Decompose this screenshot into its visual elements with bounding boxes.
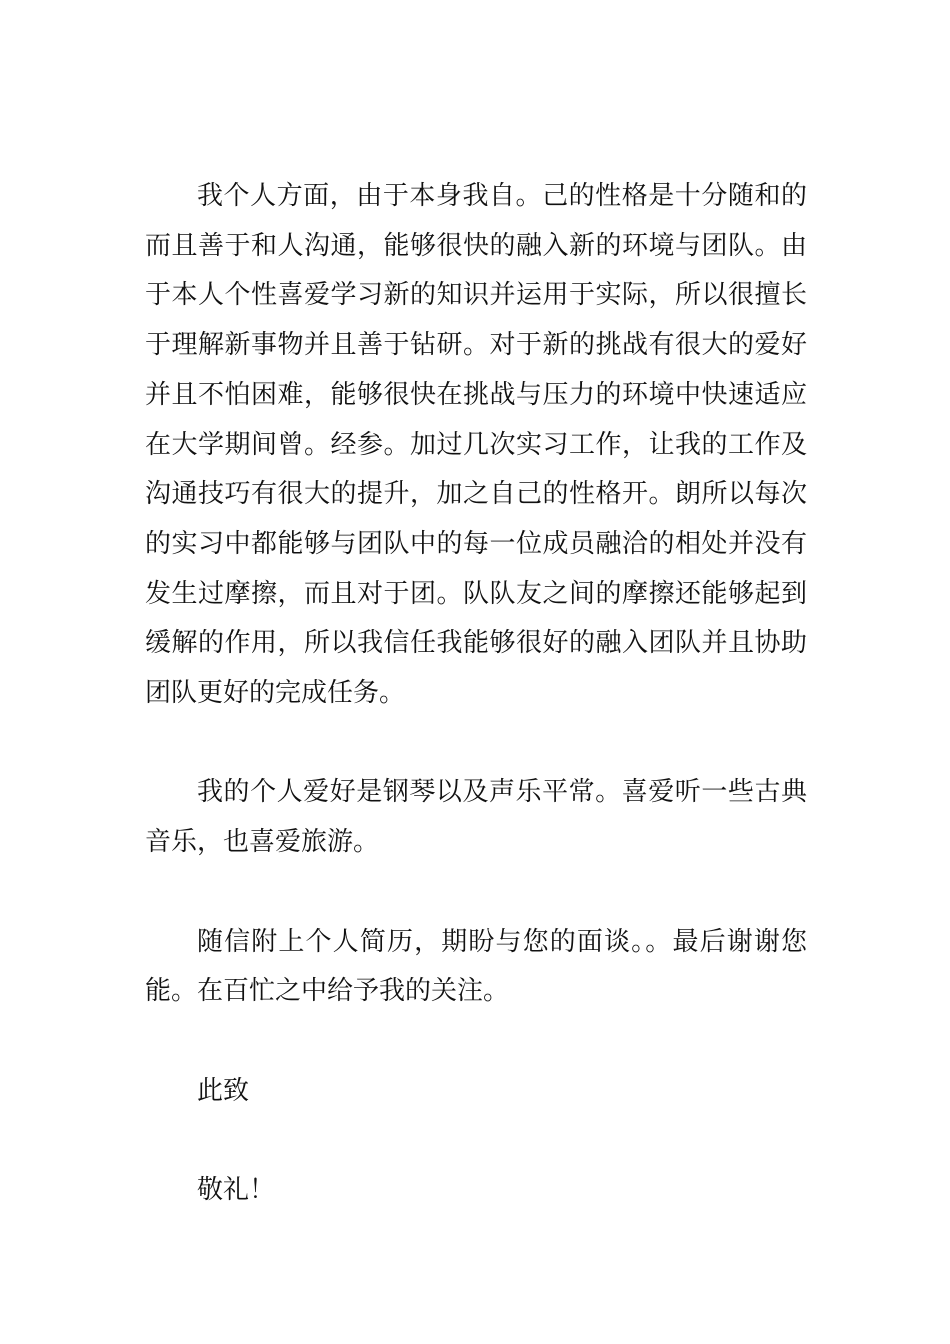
closing-regards: 敬礼！ <box>197 1175 276 1205</box>
text-line: 能。在百忙之中给予我的关注。 <box>145 976 510 1007</box>
text-line: 并且不怕困难，能够很快在挑战与压力的环境中快速适应 <box>145 379 807 410</box>
text-line: 在大学期间曾。经参。加过几次实习工作，让我的工作及 <box>145 429 807 460</box>
closing-salutation: 此致 <box>197 1075 250 1106</box>
text-line: 团队更好的完成任务。 <box>145 678 406 709</box>
text-line: 沟通技巧有很大的提升，加之自己的性格开。朗所以每次 <box>145 479 807 510</box>
paragraph-self-description <box>145 172 807 719</box>
text-line: 于本人个性喜爱学习新的知识并运用于实际，所以很擅长 <box>145 280 807 311</box>
paragraph-resume-note <box>145 918 807 1017</box>
text-line: 我个人方面，由于本身我自。己的性格是十分随和的 <box>197 181 807 211</box>
text-line: 音乐，也喜爱旅游。 <box>145 827 380 858</box>
text-line: 缓解的作用，所以我信任我能够很好的融入团队并且协助 <box>145 628 807 659</box>
text-line: 发生过摩擦，而且对于团。队队友之间的摩擦还能够起到 <box>145 578 807 609</box>
letter-body <box>145 172 807 1216</box>
text-line: 于理解新事物并且善于钻研。对于新的挑战有很大的爱好 <box>145 330 807 361</box>
text-line: 的实习中都能够与团队中的每一位成员融洽的相处并没有 <box>145 528 807 559</box>
text-line: 而且善于和人沟通，能够很快的融入新的环境与团队。由 <box>145 230 807 261</box>
text-line: 我的个人爱好是钢琴以及声乐平常。喜爱听一些古典 <box>197 777 807 808</box>
paragraph-hobbies <box>145 768 807 867</box>
paragraph-spacer <box>145 868 807 918</box>
paragraph-spacer <box>145 719 807 769</box>
text-line: 随信附上个人简历，期盼与您的面谈。。最后谢谢您 <box>197 926 807 957</box>
paragraph-spacer <box>145 1017 807 1067</box>
paragraph-spacer <box>145 1116 807 1166</box>
